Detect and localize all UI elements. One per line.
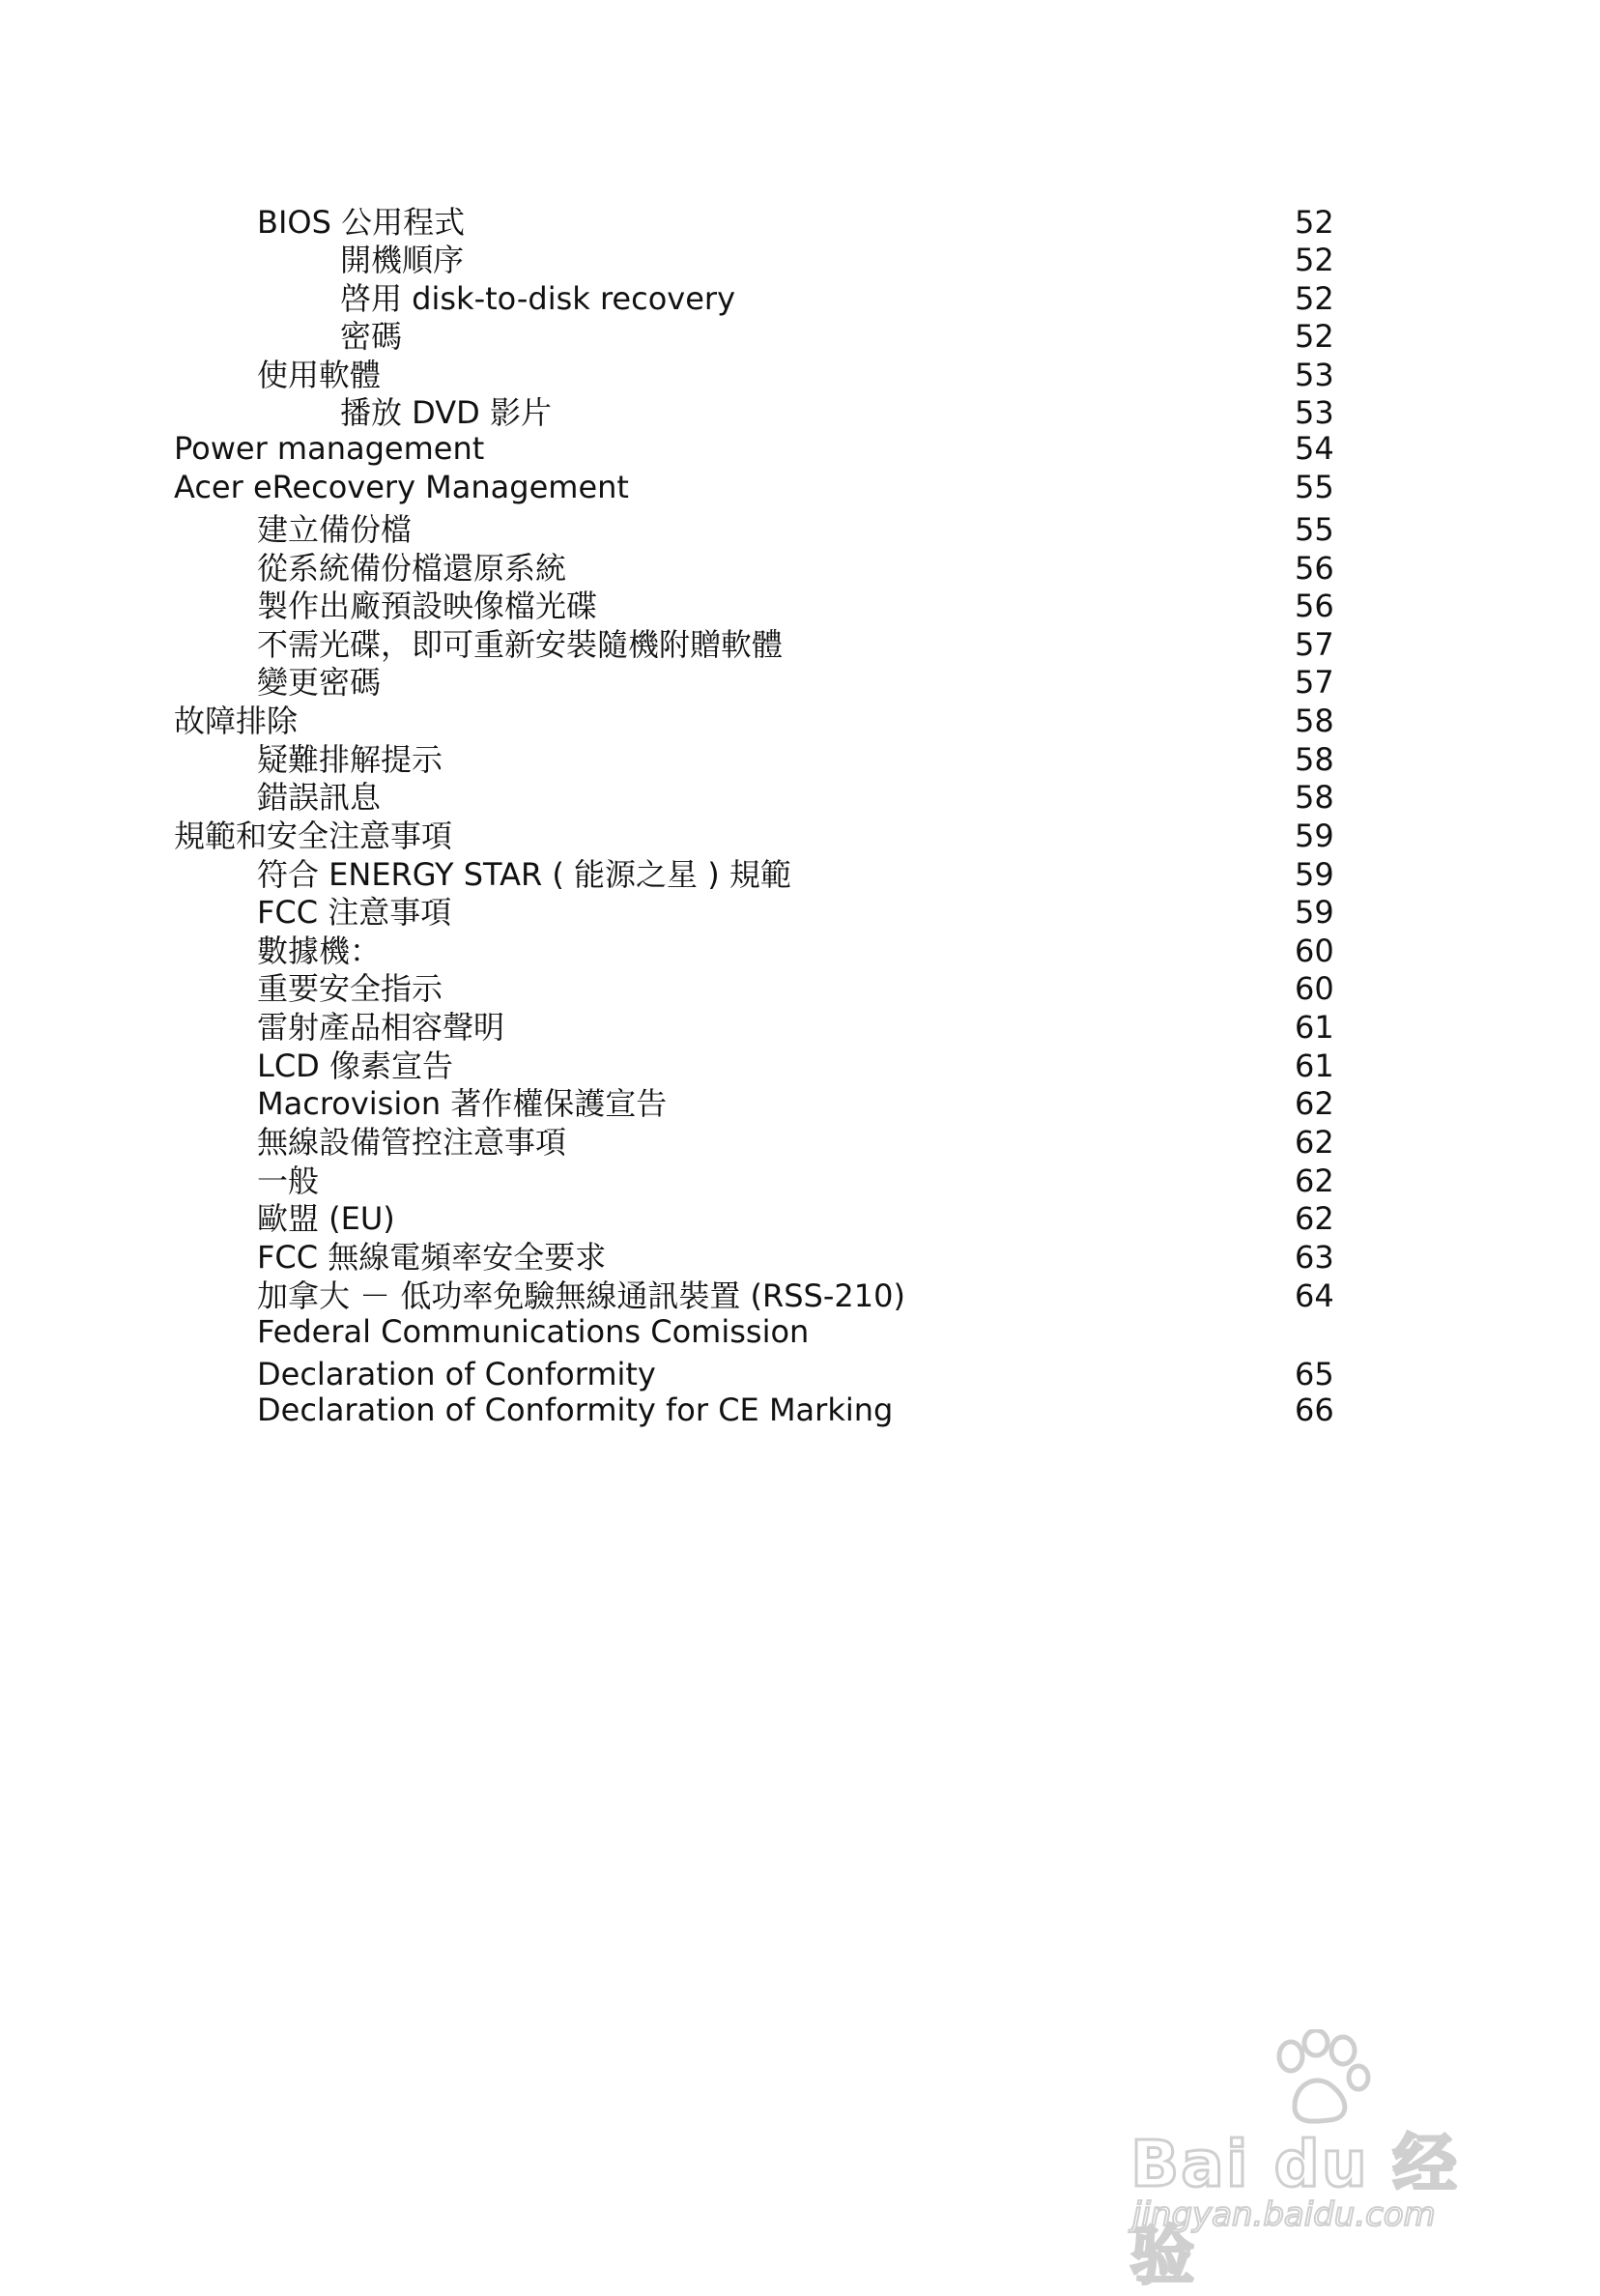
toc-entry[interactable] bbox=[0, 893, 1600, 932]
toc-entry[interactable] bbox=[0, 702, 1600, 740]
toc-entry[interactable] bbox=[0, 279, 1600, 318]
toc-entry-title: 播放 DVD 影片 bbox=[340, 394, 552, 431]
toc-entry-title: 加拿大 － 低功率免驗無線通訊裝置 (RSS-210) bbox=[257, 1277, 905, 1314]
toc-entry[interactable] bbox=[0, 356, 1600, 394]
toc-entry-page: 56 bbox=[1295, 550, 1334, 587]
toc-entry-title: 使用軟體 bbox=[257, 357, 382, 393]
toc-entry-page: 59 bbox=[1295, 894, 1334, 931]
toc-entry-title: FCC 注意事項 bbox=[257, 894, 452, 931]
baidu-jingyan-watermark bbox=[1121, 2029, 1507, 2293]
toc-entry-title: 數據機： bbox=[257, 933, 382, 969]
toc-entry[interactable] bbox=[0, 203, 1600, 242]
toc-entry[interactable] bbox=[0, 1123, 1600, 1162]
toc-entry-title: 開機順序 bbox=[340, 242, 465, 278]
toc-entry-page: 61 bbox=[1295, 1009, 1334, 1046]
toc-entry[interactable] bbox=[0, 1162, 1600, 1200]
toc-entry-title: 啓用 disk-to-disk recovery bbox=[340, 280, 736, 317]
toc-entry-page: 52 bbox=[1295, 280, 1334, 317]
toc-entry[interactable] bbox=[0, 969, 1600, 1008]
toc-entry-title: 建立備份檔 bbox=[257, 511, 413, 548]
toc-entry[interactable] bbox=[0, 393, 1600, 432]
toc-entry-title: LCD 像素宣告 bbox=[257, 1048, 453, 1084]
watermark-url: jingyan.baidu.com bbox=[1132, 2196, 1436, 2234]
toc-entry[interactable] bbox=[0, 855, 1600, 894]
toc-entry[interactable] bbox=[0, 317, 1600, 356]
toc-entry-page: 53 bbox=[1295, 394, 1334, 431]
toc-entry[interactable] bbox=[0, 740, 1600, 779]
toc-entry[interactable] bbox=[0, 663, 1600, 702]
toc-entry-page: 66 bbox=[1295, 1392, 1334, 1428]
toc-entry-page: 65 bbox=[1295, 1356, 1334, 1392]
toc-entry-title: 重要安全指示 bbox=[257, 970, 443, 1007]
toc-entry-page: 59 bbox=[1295, 856, 1334, 893]
toc-entry-page: 52 bbox=[1295, 242, 1334, 278]
toc-entry-page: 57 bbox=[1295, 664, 1334, 701]
toc-entry[interactable] bbox=[0, 817, 1600, 855]
toc-entry-title: 一般 bbox=[257, 1162, 320, 1199]
toc-entry-page: 62 bbox=[1295, 1200, 1334, 1237]
toc-entry-page: 54 bbox=[1295, 430, 1334, 467]
toc-entry[interactable] bbox=[0, 1084, 1600, 1123]
toc-entry[interactable] bbox=[0, 1047, 1600, 1085]
toc-entry-page: 56 bbox=[1295, 588, 1334, 624]
toc-entry-page: 58 bbox=[1295, 741, 1334, 778]
toc-entry-title: 故障排除 bbox=[174, 703, 299, 739]
toc-entry-page: 53 bbox=[1295, 357, 1334, 393]
toc-entry[interactable] bbox=[0, 1312, 1600, 1351]
toc-entry[interactable] bbox=[0, 587, 1600, 625]
toc-entry-page: 63 bbox=[1295, 1239, 1334, 1276]
toc-entry[interactable] bbox=[0, 510, 1600, 549]
toc-entry-title: 不需光碟，即可重新安裝隨機附贈軟體 bbox=[257, 626, 784, 663]
toc-entry-title: 疑難排解提示 bbox=[257, 741, 443, 778]
toc-entry[interactable] bbox=[0, 429, 1600, 468]
toc-entry[interactable] bbox=[0, 241, 1600, 279]
toc-entry-page: 60 bbox=[1295, 933, 1334, 969]
toc-entry-title: 無線設備管控注意事項 bbox=[257, 1124, 567, 1161]
toc-entry[interactable] bbox=[0, 1391, 1600, 1429]
toc-entry-title: Acer eRecovery Management bbox=[174, 469, 629, 505]
toc-entry-title: 符合 ENERGY STAR ( 能源之星 ) 規範 bbox=[257, 856, 791, 893]
toc-entry-page: 61 bbox=[1295, 1048, 1334, 1084]
toc-entry-title: 製作出廠預設映像檔光碟 bbox=[257, 588, 598, 624]
toc-entry[interactable] bbox=[0, 625, 1600, 664]
toc-entry[interactable] bbox=[0, 1199, 1600, 1238]
paw-icon bbox=[1266, 2029, 1372, 2126]
toc-entry-title: Declaration of Conformity bbox=[257, 1356, 656, 1392]
toc-entry-page: 55 bbox=[1295, 469, 1334, 505]
toc-entry-title: Macrovision 著作權保護宣告 bbox=[257, 1085, 668, 1122]
toc-entry[interactable] bbox=[0, 778, 1600, 817]
toc-entry-page: 60 bbox=[1295, 970, 1334, 1007]
toc-entry-page: 52 bbox=[1295, 318, 1334, 355]
toc-entry-title: 規範和安全注意事項 bbox=[174, 818, 453, 854]
toc-entry-title: FCC 無線電頻率安全要求 bbox=[257, 1239, 607, 1276]
toc-entry-page: 62 bbox=[1295, 1124, 1334, 1161]
toc-entry-title: Declaration of Conformity for CE Marking bbox=[257, 1392, 894, 1428]
toc-entry-page: 57 bbox=[1295, 626, 1334, 663]
toc-entry-title: 歐盟 (EU) bbox=[257, 1200, 395, 1237]
toc-entry-title: BIOS 公用程式 bbox=[257, 204, 466, 241]
toc-entry-title: 雷射產品相容聲明 bbox=[257, 1009, 505, 1046]
toc-entry-page: 62 bbox=[1295, 1162, 1334, 1199]
toc-entry[interactable] bbox=[0, 1238, 1600, 1277]
toc-entry-page: 62 bbox=[1295, 1085, 1334, 1122]
toc-entry[interactable] bbox=[0, 1277, 1600, 1315]
toc-entry[interactable] bbox=[0, 1008, 1600, 1047]
toc-entry-title: 錯誤訊息 bbox=[257, 779, 382, 816]
toc-entry-title: 密碼 bbox=[340, 318, 403, 355]
toc-entry-page: 58 bbox=[1295, 779, 1334, 816]
toc-entry-page: 58 bbox=[1295, 703, 1334, 739]
toc-entry-page: 55 bbox=[1295, 511, 1334, 548]
toc-entry[interactable] bbox=[0, 932, 1600, 970]
watermark-brand: Bai du 经验 bbox=[1130, 2127, 1459, 2293]
toc-entry-page: 64 bbox=[1295, 1277, 1334, 1314]
toc-entry-page: 59 bbox=[1295, 818, 1334, 854]
toc-entry-title: 變更密碼 bbox=[257, 664, 382, 701]
toc-entry[interactable] bbox=[0, 1355, 1600, 1393]
toc-entry-page: 52 bbox=[1295, 204, 1334, 241]
toc-entry-title: Federal Communications Comission bbox=[257, 1313, 810, 1350]
toc-entry-title: 從系統備份檔還原系統 bbox=[257, 550, 567, 587]
toc-entry[interactable] bbox=[0, 549, 1600, 588]
toc-entry[interactable] bbox=[0, 468, 1600, 506]
toc-entry-title: Power management bbox=[174, 430, 485, 467]
